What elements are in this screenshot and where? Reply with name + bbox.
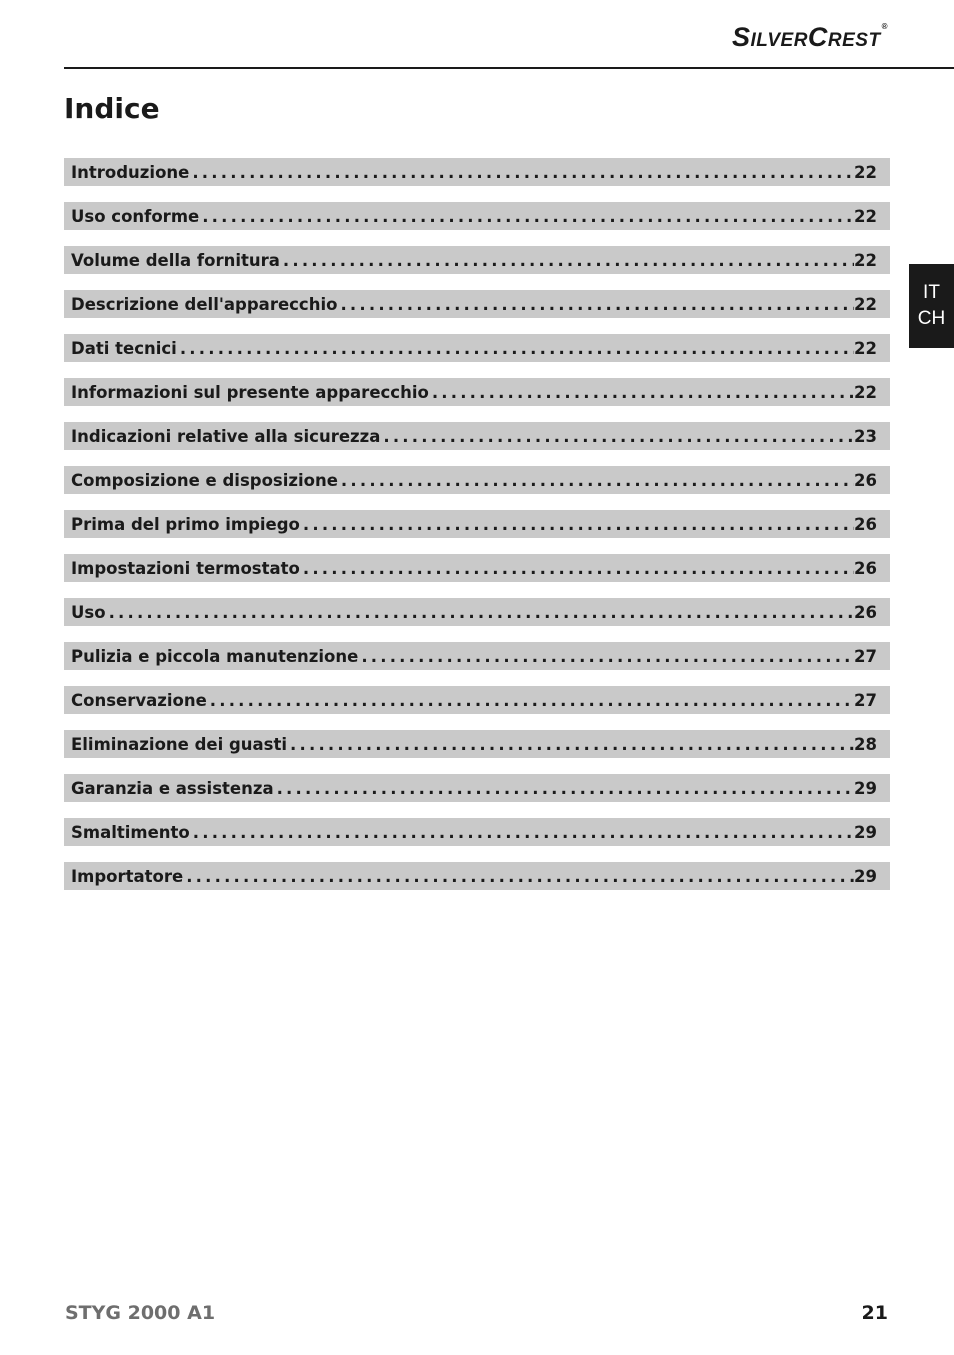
toc-entry-title: Uso xyxy=(71,602,106,622)
dot-leader xyxy=(189,163,854,182)
toc-entry-uso[interactable] xyxy=(64,598,890,626)
toc-entry-title: Prima del primo impiego xyxy=(71,514,300,534)
language-tab-ch: CH xyxy=(917,308,946,329)
footer-page-number: 21 xyxy=(861,1302,888,1324)
dot-leader xyxy=(380,427,854,446)
toc-entry-title: Dati tecnici xyxy=(71,338,177,358)
toc-entry-title: Informazioni sul presente apparecchio xyxy=(71,382,429,402)
toc-entry-primo-impiego[interactable] xyxy=(64,510,890,538)
toc-entry-descrizione[interactable] xyxy=(64,290,890,318)
page-title: Indice xyxy=(64,92,160,125)
dot-leader xyxy=(177,339,854,358)
toc-entry-title: Descrizione dell'apparecchio xyxy=(71,294,338,314)
toc-entry-title: Conservazione xyxy=(71,690,207,710)
toc-entry-page: 22 xyxy=(854,206,877,226)
brand-name: SilverCrest xyxy=(732,22,881,52)
header-divider xyxy=(64,67,954,69)
toc-entry-garanzia[interactable] xyxy=(64,774,890,802)
toc-entry-title: Eliminazione dei guasti xyxy=(71,734,288,754)
toc-entry-page: 22 xyxy=(854,162,877,182)
toc-entry-importatore[interactable] xyxy=(64,862,890,890)
toc-entry-page: 26 xyxy=(854,470,877,490)
toc-entry-title: Indicazioni relative alla sicurezza xyxy=(71,426,381,446)
toc-entry-page: 22 xyxy=(854,294,877,314)
toc-entry-sicurezza[interactable] xyxy=(64,422,890,450)
toc-entry-title: Importatore xyxy=(71,866,184,886)
toc-entry-page: 22 xyxy=(854,250,877,270)
toc-entry-pulizia[interactable] xyxy=(64,642,890,670)
dot-leader xyxy=(338,471,854,490)
toc-entry-page: 26 xyxy=(854,514,877,534)
toc-entry-uso-conforme[interactable] xyxy=(64,202,890,230)
dot-leader xyxy=(300,559,854,578)
toc-entry-smaltimento[interactable] xyxy=(64,818,890,846)
toc-entry-title: Composizione e disposizione xyxy=(71,470,338,490)
toc-entry-page: 27 xyxy=(854,690,877,710)
dot-leader xyxy=(183,867,854,886)
toc-entry-termostato[interactable] xyxy=(64,554,890,582)
dot-leader xyxy=(300,515,854,534)
toc-entry-page: 23 xyxy=(854,426,877,446)
footer-model-number: STYG 2000 A1 xyxy=(65,1302,216,1324)
toc-entry-title: Impostazioni termostato xyxy=(71,558,300,578)
toc-entry-informazioni[interactable] xyxy=(64,378,890,406)
dot-leader xyxy=(280,251,854,270)
toc-entry-page: 28 xyxy=(854,734,877,754)
table-of-contents xyxy=(64,158,890,906)
toc-entry-volume-fornitura[interactable] xyxy=(64,246,890,274)
toc-entry-page: 29 xyxy=(854,822,877,842)
toc-entry-composizione[interactable] xyxy=(64,466,890,494)
dot-leader xyxy=(337,295,854,314)
dot-leader xyxy=(274,779,854,798)
toc-entry-page: 26 xyxy=(854,602,877,622)
toc-entry-title: Volume della fornitura xyxy=(71,250,280,270)
toc-entry-guasti[interactable] xyxy=(64,730,890,758)
toc-entry-title: Garanzia e assistenza xyxy=(71,778,274,798)
dot-leader xyxy=(106,603,854,622)
toc-entry-page: 22 xyxy=(854,338,877,358)
toc-entry-page: 26 xyxy=(854,558,877,578)
dot-leader xyxy=(429,383,854,402)
brand-logo xyxy=(732,22,888,53)
language-tab xyxy=(909,264,954,348)
toc-entry-page: 29 xyxy=(854,778,877,798)
toc-entry-conservazione[interactable] xyxy=(64,686,890,714)
toc-entry-introduzione[interactable] xyxy=(64,158,890,186)
toc-entry-title: Pulizia e piccola manutenzione xyxy=(71,646,359,666)
toc-entry-page: 29 xyxy=(854,866,877,886)
dot-leader xyxy=(207,691,854,710)
dot-leader xyxy=(287,735,854,754)
toc-entry-title: Uso conforme xyxy=(71,206,200,226)
toc-entry-dati-tecnici[interactable] xyxy=(64,334,890,362)
dot-leader xyxy=(358,647,854,666)
toc-entry-page: 27 xyxy=(854,646,877,666)
toc-entry-title: Smaltimento xyxy=(71,822,190,842)
dot-leader xyxy=(190,823,854,842)
toc-entry-page: 22 xyxy=(854,382,877,402)
registered-mark: ® xyxy=(881,22,888,31)
dot-leader xyxy=(199,207,854,226)
language-tab-it: IT xyxy=(923,282,940,303)
toc-entry-title: Introduzione xyxy=(71,162,190,182)
